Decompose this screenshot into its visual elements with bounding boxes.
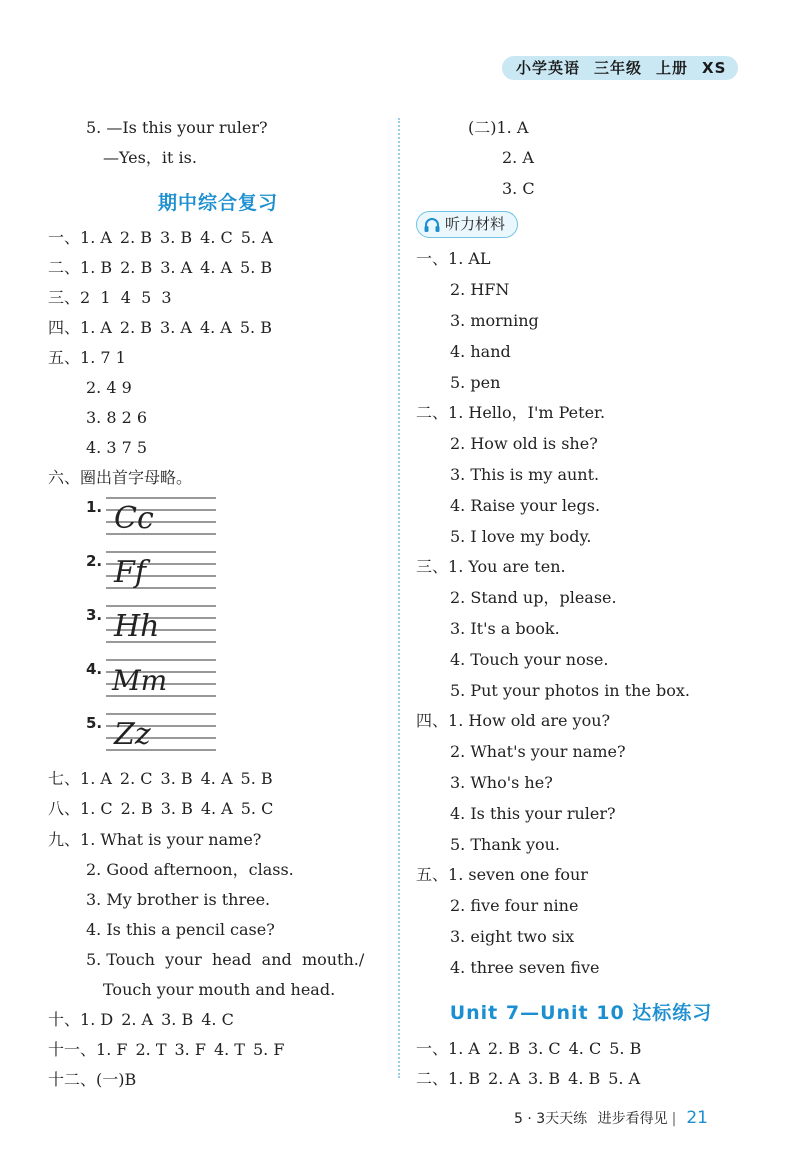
answer-line: 2. HFN <box>450 280 510 299</box>
answer-row-8 <box>48 798 281 820</box>
handwriting-letters: Ff <box>114 555 146 590</box>
answer-row-3 <box>48 287 172 309</box>
answer-line: 4. 3 7 5 <box>86 438 148 457</box>
handwriting-mm <box>106 656 216 700</box>
answer-item: 4. A <box>200 769 233 788</box>
answer-row-11 <box>48 1039 292 1061</box>
answer-item: 2. C <box>119 769 153 788</box>
answer-line: 2. What's your name? <box>450 742 626 761</box>
answer-item: 5. A <box>608 1069 641 1088</box>
answer-item: 1. B <box>448 1069 481 1088</box>
listening-material-tag <box>416 211 518 238</box>
answer-row-6 <box>48 467 192 489</box>
listening-row-1 <box>416 248 491 270</box>
answer-line: 5. I love my body. <box>450 527 592 546</box>
answer-row-12 <box>48 1069 136 1091</box>
row-label: 二、 <box>416 1069 449 1088</box>
edition-label: XS <box>702 59 727 77</box>
column-divider <box>398 118 400 1078</box>
handwriting-number: 4. <box>86 660 103 678</box>
answer-item: 1. What is your name? <box>80 830 262 849</box>
answer-line: 3. It's a book. <box>450 619 560 638</box>
handwriting-number: 1. <box>86 498 103 516</box>
answer-line: 4. Raise your legs. <box>450 496 601 515</box>
answer-line: 4. Is this your ruler? <box>450 804 616 823</box>
answer-row-10 <box>48 1009 242 1031</box>
handwriting-number: 2. <box>86 552 103 570</box>
answer-item: 2. A <box>488 1069 521 1088</box>
listening-row-4 <box>416 710 610 732</box>
footer-slogan: 进步看得见 <box>597 1111 668 1127</box>
volume-label: 上册 <box>656 59 689 77</box>
row-label: 三、 <box>48 288 81 307</box>
answer-line: 4. hand <box>450 342 511 361</box>
listening-row-5 <box>416 864 588 886</box>
answer-line: 5. Touch your head and mouth./ <box>86 950 365 969</box>
answer-line: Touch your mouth and head. <box>103 980 336 999</box>
answer-line: 2. A <box>502 148 534 167</box>
answer-item: 1. A <box>80 769 112 788</box>
answer-item: 5. C <box>240 799 274 818</box>
handwriting-letters: Cc <box>114 501 154 536</box>
header-badge <box>502 56 738 80</box>
handwriting-zz <box>106 710 216 754</box>
answer-line: 3. eight two six <box>450 927 575 946</box>
answer-line: 3. Who's he? <box>450 773 553 792</box>
answer-item: 3. F <box>174 1040 206 1059</box>
answer-line: (二)1. A <box>468 118 529 137</box>
answer-line: 2. Good afternoon，class. <box>86 860 294 879</box>
row-label: 一、 <box>416 1039 449 1058</box>
answer-item: 4. T <box>213 1040 245 1059</box>
answer-item: 3. B <box>160 769 193 788</box>
listening-row-2 <box>416 402 605 424</box>
answer-item: 3. B <box>160 228 193 247</box>
answer-item: 1. How old are you? <box>448 711 611 730</box>
answer-item: 3. A <box>160 258 193 277</box>
answer-item: 4. C <box>568 1039 602 1058</box>
answer-item: 4. A <box>199 318 232 337</box>
answer-item: (一)B <box>96 1070 137 1089</box>
row-label: 十二、 <box>48 1070 97 1089</box>
row-label: 九、 <box>48 830 81 849</box>
answer-item: 1. You are ten. <box>448 557 566 576</box>
answer-line: 2. 4 9 <box>86 378 132 397</box>
answer-item: 2. B <box>487 1039 521 1058</box>
answer-item: 3. B <box>160 799 193 818</box>
footer-brand: 5 · 3天天练 <box>514 1111 588 1127</box>
row-label: 二、 <box>48 258 81 277</box>
handwriting-letters: Zz <box>114 717 151 752</box>
answer-line: 2. How old is she? <box>450 434 598 453</box>
row-label: 八、 <box>48 799 81 818</box>
answer-line: 4. three seven five <box>450 958 600 977</box>
unit-review-title: Unit 7—Unit 10 达标练习 <box>449 1002 713 1024</box>
answer-item: 1. Hello，I'm Peter. <box>448 403 606 422</box>
headphones-icon <box>423 217 441 233</box>
answer-line: 3. C <box>502 179 535 198</box>
answer-item: 1. F <box>96 1040 128 1059</box>
answer-item: 4. A <box>200 799 233 818</box>
answer-item: 1. 7 1 <box>80 348 126 367</box>
answer-item: 5. B <box>239 318 272 337</box>
midterm-review-title: 期中综合复习 <box>157 192 278 214</box>
answer-item: 1. A <box>80 228 112 247</box>
listening-title: 听力材料 <box>445 215 506 233</box>
page-footer <box>514 1108 708 1128</box>
handwriting-letters: Mm <box>112 664 168 697</box>
answer-line: 3. morning <box>450 311 539 330</box>
answer-row-2 <box>48 257 280 279</box>
answer-row-7 <box>48 768 281 790</box>
answer-item: 1. A <box>80 318 112 337</box>
answer-item: 3. B <box>161 1010 194 1029</box>
row-label: 五、 <box>48 348 81 367</box>
answer-item: 1. seven one four <box>448 865 588 884</box>
answer-item: 5. B <box>609 1039 642 1058</box>
row-label: 一、 <box>416 249 449 268</box>
row-label: 四、 <box>416 711 449 730</box>
answer-item: 1. B <box>80 258 113 277</box>
answer-line: 3. 8 2 6 <box>86 408 148 427</box>
handwriting-hh <box>106 602 216 646</box>
answer-item: 1. D <box>80 1010 114 1029</box>
answer-line: 5. pen <box>450 373 501 392</box>
answer-row-1 <box>48 227 281 249</box>
answer-line: 5. Thank you. <box>450 835 561 854</box>
answer-item: 3. A <box>160 318 192 337</box>
answer-item: 3. C <box>528 1039 561 1058</box>
answer-line: 5. Put your photos in the box. <box>450 681 690 700</box>
row-label: 七、 <box>48 769 81 788</box>
answer-row-9 <box>48 829 261 851</box>
handwriting-number: 5. <box>86 714 103 732</box>
answer-item: 5. B <box>240 769 273 788</box>
answer-row-4 <box>48 317 280 339</box>
answer-item: 3. B <box>528 1069 561 1088</box>
answer-item: 5. A <box>240 228 273 247</box>
answer-item: 5. F <box>252 1040 285 1059</box>
subject-label: 小学英语 <box>516 59 581 77</box>
grade-label: 三年级 <box>594 59 643 77</box>
answer-item: 1. C <box>80 799 113 818</box>
answer-item: 4. B <box>568 1069 601 1088</box>
row-label: 六、 <box>48 468 81 487</box>
answer-line: 4. Is this a pencil case? <box>86 920 275 939</box>
row-label: 十一、 <box>48 1040 97 1059</box>
row-label: 二、 <box>416 403 449 422</box>
answer-item: 圈出首字母略。 <box>80 468 193 487</box>
answer-item: 2. T <box>135 1040 167 1059</box>
unit-row-2 <box>416 1068 648 1090</box>
answer-item: 5. B <box>240 258 273 277</box>
answer-line: 3. This is my aunt. <box>450 465 600 484</box>
footer-separator: | <box>671 1111 677 1127</box>
answer-item: 1. AL <box>448 249 491 268</box>
handwriting-ff <box>106 548 216 592</box>
answer-line: —Yes，it is. <box>103 148 197 167</box>
answer-line: 5. —Is this your ruler? <box>86 118 268 137</box>
answer-line: 3. My brother is three. <box>86 890 271 909</box>
answer-row-5 <box>48 347 126 369</box>
page-number: 21 <box>686 1108 708 1128</box>
answer-item: 4. C <box>201 1010 234 1029</box>
answer-item: 2. A <box>121 1010 154 1029</box>
answer-item: 2. B <box>119 228 153 247</box>
answer-item: 2 1 4 5 3 <box>80 288 172 307</box>
handwriting-number: 3. <box>86 606 103 624</box>
row-label: 三、 <box>416 557 449 576</box>
unit-row-1 <box>416 1038 649 1060</box>
answer-item: 2. B <box>120 799 153 818</box>
answer-item: 2. B <box>119 318 153 337</box>
handwriting-cc <box>106 494 216 538</box>
row-label: 十、 <box>48 1010 81 1029</box>
row-label: 五、 <box>416 865 449 884</box>
row-label: 四、 <box>48 318 81 337</box>
listening-row-3 <box>416 556 566 578</box>
answer-item: 4. A <box>200 258 233 277</box>
answer-item: 1. A <box>448 1039 480 1058</box>
answer-item: 2. B <box>120 258 153 277</box>
row-label: 一、 <box>48 228 81 247</box>
answer-line: 4. Touch your nose. <box>450 650 609 669</box>
answer-item: 4. C <box>200 228 233 247</box>
answer-line: 2. five four nine <box>450 896 579 915</box>
handwriting-letters: Hh <box>114 609 160 644</box>
answer-line: 2. Stand up，please. <box>450 588 617 607</box>
